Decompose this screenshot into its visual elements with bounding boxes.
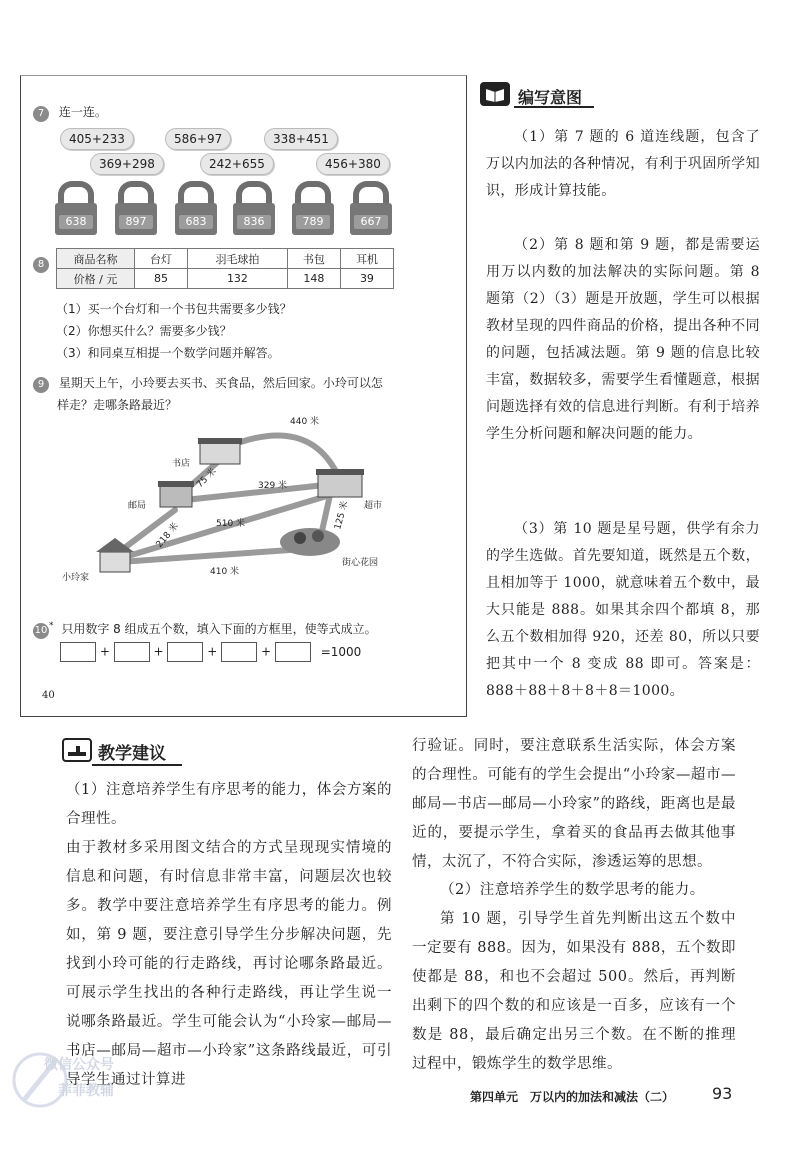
garden-icon xyxy=(280,528,340,556)
distance-label: 410 米 xyxy=(210,567,240,577)
lock-icon xyxy=(292,181,334,235)
place-label: 小玲家 xyxy=(62,573,90,583)
answer-box[interactable] xyxy=(275,642,311,662)
route-map xyxy=(60,410,400,600)
expression-cloud: 586+97 xyxy=(165,128,231,150)
intent-title: 编写意图 xyxy=(518,88,583,107)
question-7-number: 7 xyxy=(33,106,49,122)
table-cell: 132 xyxy=(188,269,288,289)
question-7-text: 连一连。 xyxy=(58,105,107,119)
question-10 xyxy=(33,620,377,639)
distance-label: 510 米 xyxy=(216,519,246,529)
table-cell: 书包 xyxy=(287,249,340,269)
question-8-subs xyxy=(56,298,292,364)
lock-value: 667 xyxy=(354,215,388,229)
distance-label: 75 米 xyxy=(195,466,219,491)
table-cell: 耳机 xyxy=(340,249,393,269)
book-icon xyxy=(480,82,510,106)
plus-sign: + xyxy=(153,644,164,659)
plus-sign: + xyxy=(207,644,218,659)
lock-value: 638 xyxy=(59,215,93,229)
place-label: 超市 xyxy=(364,501,383,511)
expression-cloud: 405+233 xyxy=(60,128,134,150)
teaching-title: 教学建议 xyxy=(98,744,166,764)
distance-label: 440 米 xyxy=(290,417,320,427)
sub-question: （3）和同桌互相提一个数学问题并解答。 xyxy=(56,346,280,360)
textbook-page-number: 40 xyxy=(42,690,55,701)
equation-result: =1000 xyxy=(320,644,362,659)
lock-value: 789 xyxy=(296,215,330,229)
lock-icon xyxy=(55,181,97,235)
supermarket-icon xyxy=(316,469,364,497)
plus-sign: + xyxy=(99,644,110,659)
question-9-line2: 样走？走哪条路最近？ xyxy=(57,398,178,412)
question-9-number: 9 xyxy=(33,377,49,393)
question-7 xyxy=(33,103,107,122)
lock-icon xyxy=(175,181,217,235)
price-table xyxy=(56,248,394,289)
expression-cloud: 242+655 xyxy=(200,153,274,175)
plus-sign: + xyxy=(260,644,272,659)
teaching-right-paragraph-2: （2）注意培养学生的数学思考的能力。 xyxy=(440,882,705,898)
table-cell: 价格 / 元 xyxy=(57,269,135,289)
table-cell: 85 xyxy=(135,269,188,289)
intent-paragraph-1: （1）第 7 题的 6 道连线题，包含了万以内加法的各种情况，有利于巩固所学知识，形成计算技能。 xyxy=(486,129,760,199)
watermark-line1: 微信公众号 xyxy=(44,1057,114,1073)
place-label: 邮局 xyxy=(128,501,147,511)
answer-box[interactable] xyxy=(221,642,257,662)
teaching-right-paragraph-1: 行验证。同时，要注意联系生活实际，体会方案的合理性。可能有的学生会提出“小玲家—超市—邮局—书店—邮局—小玲家”的路线，距离也是最近的，要提示学生，拿着买的食品再去做其他事情，太沉了，不符合实际，渗透运筹的思想。 xyxy=(412,738,736,870)
expression-cloud: 369+298 xyxy=(90,153,164,175)
pointing-hand-icon xyxy=(62,738,92,762)
lock-icon xyxy=(233,181,275,235)
teaching-left-column: （1）注意培养学生有序思考的能力，体会方案的合理性。 由于教材多采用图文结合的方式呈现现实情境的信息和问题，有时信息非常丰富，问题层次也较多。教学中要注意培养学生有序思考的能力。例如，第 9 题，要注意引导学生分步解决问题，先找到小玲可能的行走路线，再讨论哪条路最近。可展示学生找出的各种行走路线，再让学生说一说哪条路最近。学生可能会认为“小玲家—邮局—书店—邮局—超市—小玲家”这条路线最近，可引导学生通过计算进 xyxy=(66,782,392,1088)
page-number: 93 xyxy=(712,1084,733,1103)
intent-paragraph-2: （2）第 8 题和第 9 题，都是需要运用万以内数的加法解决的实际问题。第 8 题第（2）（3）题是开放题，学生可以根据教材呈现的四件商品的价格，提出各种不同的问题，包括减法题。第 9 题的信息比较丰富，数据较多，需要学生看懂题意，根据问题选择有效的信息进行判断。有利于培养学生分析问题和解决问题的能力。 xyxy=(486,237,760,442)
table-cell: 商品名称 xyxy=(57,249,135,269)
place-label: 书店 xyxy=(172,459,191,469)
teaching-right-paragraph-3: 第 10 题，引导学生首先判断出这五个数中一定要有 888。因为，如果没有 888，五个数即使都是 88，和也不会超过 500。然后，再判断出剩下的四个数的和应该是一百多，应该有一个数是 88，最后确定出另三个数。在不断的推理过程中，锻炼学生的数学思维。 xyxy=(412,911,736,1072)
sub-question: （1）买一个台灯和一个书包共需要多少钱？ xyxy=(56,302,292,316)
question-8-number-wrap xyxy=(33,252,49,273)
road-postoffice-market xyxy=(185,485,325,500)
table-cell: 台灯 xyxy=(135,249,188,269)
table-row xyxy=(57,249,394,269)
watermark-line2: 菲菲教辅 xyxy=(58,1083,114,1099)
lock-value: 897 xyxy=(119,215,153,229)
distance-label: 329 米 xyxy=(258,481,288,491)
postoffice-icon xyxy=(158,481,194,507)
question-10-text: 只用数字 8 组成五个数，填入下面的方框里，使等式成立。 xyxy=(61,622,377,636)
distance-label: 125 米 xyxy=(333,500,351,531)
question-9-line1: 星期天上午，小玲要去买书、买食品，然后回家。小玲可以怎 xyxy=(58,376,383,390)
lock-icon xyxy=(115,181,157,235)
answer-box[interactable] xyxy=(114,642,150,662)
table-row xyxy=(57,269,394,289)
bookstore-icon xyxy=(198,438,242,464)
lock-icon xyxy=(350,181,392,235)
watermark xyxy=(10,1040,150,1120)
intent-paragraph-3: （3）第 10 题是星号题，供学有余力的学生选做。首先要知道，既然是五个数，且相加等于 1000，就意味着五个数中，最大只能是 888。如果其余四个都填 8，那么五个数相加得 920，还差 80，所以只要把其中一个 8 变成 88 即可。答案是：888＋88＋8＋8＋8＝1000。 xyxy=(486,521,760,699)
expression-cloud: 456+380 xyxy=(316,153,390,175)
question-8-number: 8 xyxy=(33,257,49,273)
place-label: 街心花园 xyxy=(342,558,379,568)
table-cell: 羽毛球拍 xyxy=(188,249,288,269)
question-10-number: 10 xyxy=(33,623,49,639)
lock-value: 683 xyxy=(179,215,213,229)
answer-box[interactable] xyxy=(167,642,203,662)
answer-box[interactable] xyxy=(60,642,96,662)
distance-label: 218 米 xyxy=(154,521,181,550)
star-mark: * xyxy=(49,621,54,631)
table-cell: 39 xyxy=(340,269,393,289)
equation-row xyxy=(60,642,361,662)
table-cell: 148 xyxy=(287,269,340,289)
expression-cloud: 338+451 xyxy=(264,128,338,150)
lock-value: 836 xyxy=(237,215,271,229)
chapter-footer: 第四单元 万以内的加法和减法（二） xyxy=(470,1090,675,1104)
sub-question: （2）你想买什么？需要多少钱？ xyxy=(56,324,232,338)
